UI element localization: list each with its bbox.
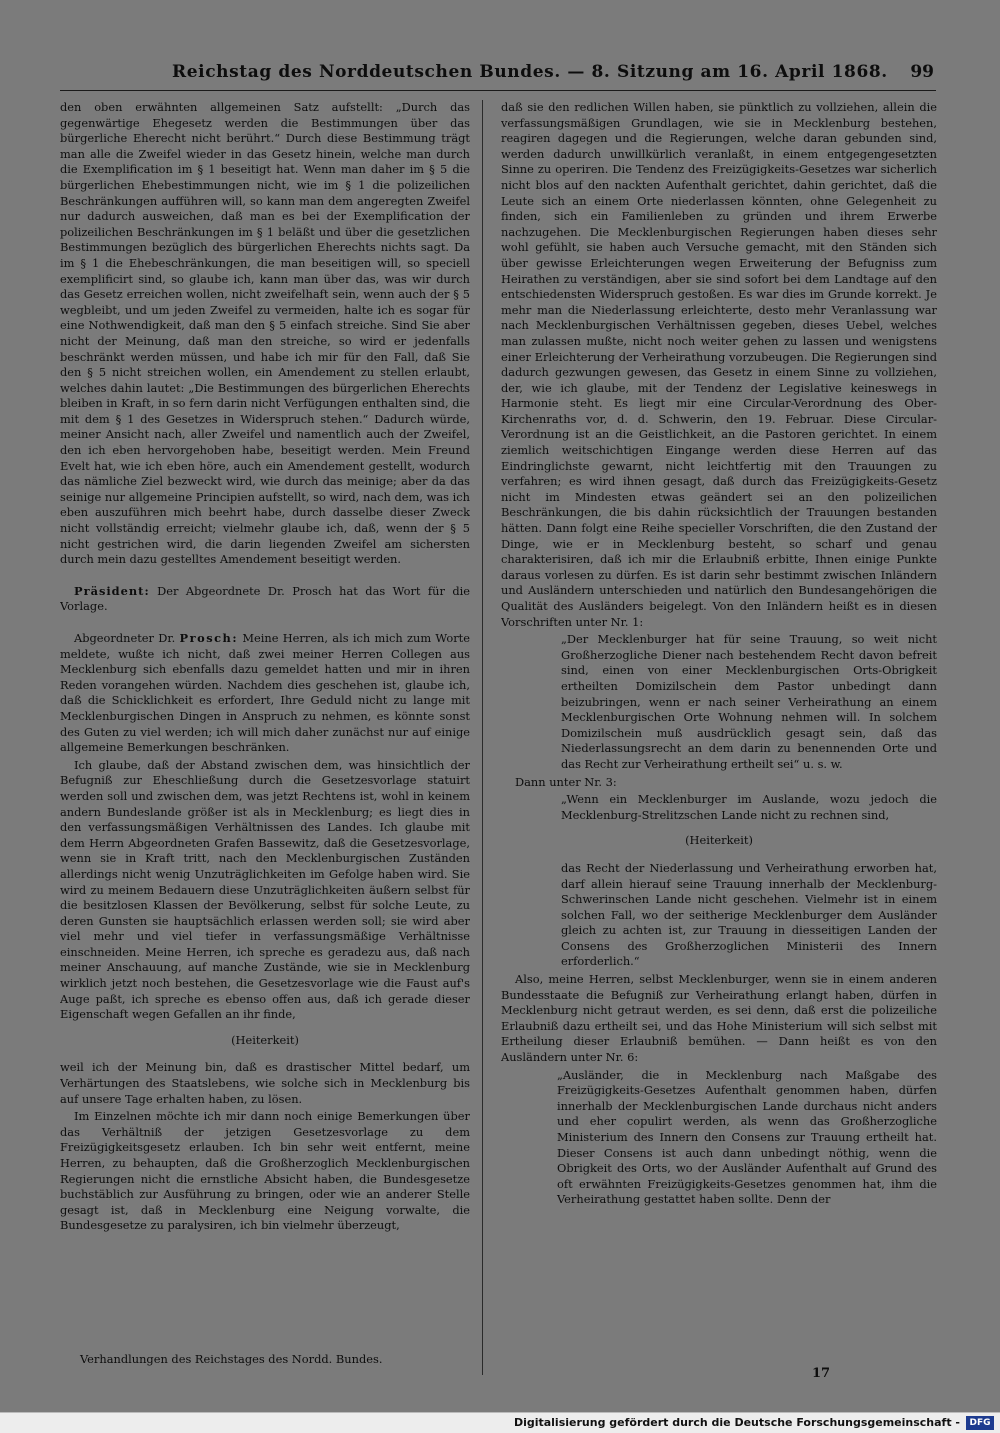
speech-paragraph — [60, 631, 470, 756]
president-statement — [60, 584, 470, 615]
president-text: Der Abgeordnete Dr. Prosch hat das Wort für die Vorlage. — [60, 583, 470, 614]
speech-paragraph: Ich glaube, daß der Abstand zwischen dem, was hinsichtlich der Befugniß zur Eheschließung durch die Gesetzesvorlage statuirt werden soll und zwischen dem, was jetzt Rechtens ist, wohl in keinem andern Bundeslande größer ist als in Mecklenburg; es liegt dies in den verfassungsmäßigen Verhältnissen des Landes. Ich glaube mit dem Herrn Abgeordneten Grafen Bassewitz, daß die Gesetzesvorlage, wenn sie in Kraft tritt, nach den Mecklenburgischen Zuständen allerdings nicht wenig Unzuträglichkeiten im Gefolge haben wird. Sie wird zu meinem Bedauern diese Unzuträglichkeiten äußern selbst für die besitzlosen Klassen der Bevölkerung, selbst für solche Leute, zu deren Gunsten sie hauptsächlich erlassen werden soll; sie wird aber viel mehr und viel tiefer in verfassungsmäßige Verhältnisse einschneiden. Meine Herren, ich spreche es geradezu aus, daß nach meiner Anschauung, auf manche Zustände, wie sie in Mecklenburg wirklich jetzt noch bestehen, die Gesetzesvorlage wie die Faust auf's Auge paßt, ich spreche es ebenso offen aus, daß ich gerade dieser Eigenschaft wegen Gefallen an ihr finde, — [60, 757, 470, 1022]
running-title: Reichstag des Norddeutschen Bundes. — 8. Sitzung am 16. April 1868. — [172, 62, 888, 82]
paragraph: Also, meine Herren, selbst Mecklenburger, wenn sie in einem anderen Bundesstaate die Befugniß zur Verheirathung erlangt haben, dürfen in Mecklenburg nicht getraut werden, es sei denn, daß erst die polizeiliche Erlaubniß dazu ertheilt sei, und das Hohe Ministerium will sich selbst mit Ertheilung dieser Erlaubniß bemühen. — Dann heißt es von den Ausländern unter Nr. 6: — [501, 972, 937, 1065]
quotation: das Recht der Niederlassung und Verheirathung erworben hat, darf allein hierauf seine Trauung innerhalb der Mecklenburg-Schwerinschen Lande nicht geschehen. Vielmehr ist in einem solchen Fall, wo der seitherige Mecklenburger dem Ausländer gleich zu achten ist, zur Trauung in diesseitigen Landen der Consens des Großherzoglichen Ministerii des Innern erforderlich.“ — [561, 860, 937, 969]
speech-paragraph: weil ich der Meinung bin, daß es drastischer Mittel bedarf, um Verhärtungen des Staatslebens, wie solche sich in Mecklenburg bis auf unsere Tage erhalten haben, zu lösen. — [60, 1060, 470, 1106]
signature-mark: 17 — [812, 1366, 831, 1381]
funding-note: Digitalisierung gefördert durch die Deutsche Forschungsgemeinschaft - — [513, 1416, 960, 1429]
paragraph: Dann unter Nr. 3: — [515, 774, 617, 789]
quotation: „Ausländer, die in Mecklenburg nach Maßgabe des Freizügigkeits-Gesetzes Aufenthalt genommen haben, dürfen innerhalb der Mecklenburgischen Lande durchaus nicht anders und eher copulirt werden, als wenn das Großherzogliche Ministerium des Innern den Consens zur Trauung ertheilt hat. Dieser Consens ist auch dann unbedingt nöthig, wenn die Obrigkeit des Orts, wo der Ausländer Aufenthalt auf Grund des oft erwähnten Freizügigkeits-Gesetzes genommen hat, ihm die Verheirathung gestattet haben sollte. Denn der — [557, 1067, 937, 1207]
paragraph: den oben erwähnten allgemeinen Satz aufstellt: „Durch das gegenwärtige Ehegesetz werden die Bestimmungen über das bürgerliche Eherecht nicht berührt.“ Durch diese Bestimmung trägt man alle die Zweifel wieder in das Gesetz hinein, welche man durch die Exemplification im § 1 beseitigt hat. Wenn man daher im § 5 die bürgerlichen Ehebestimmungen nicht, wie im § 1 die polizeilichen Beschränkungen aufführen will, so kann man dem angeregten Zweifel nur dadurch ausweichen, daß man es bei der Exemplification der polizeilichen Beschränkungen im § 1 beläßt und über die gesetzlichen Bestimmungen bezüglich des bürgerlichen Eherechts nichts sagt. Da im § 1 die Ehebeschränkungen, die man beseitigen will, so speciell exemplificirt sind, so glaube ich, kann man über das, was wir durch das Gesetz erreichen wollen, nicht zweifelhaft sein, wenn auch der § 5 wegbleibt, und um jeden Zweifel zu vermeiden, halte ich es sogar für eine Nothwendigkeit, daß man den § 5 einfach streiche. Sind Sie aber nicht der Meinung, daß man den streiche, so wird er jedenfalls beschränkt werden müssen, und habe ich mir für den Fall, daß Sie den § 5 nicht streichen wollen, ein Amendement zu stellen erlaubt, welches dahin lautet: „Die Bestimmungen des bürgerlichen Eherechts bleiben in Kraft, in so fern darin nicht Verfügungen enthalten sind, die mit dem § 1 des Gesetzes in Widerspruch stehen.“ Dadurch würde, meiner Ansicht nach, aller Zweifel und namentlich auch der Zweifel, den ich eben hervorgehoben habe, beseitigt werden. Mein Freund Evelt hat, wie ich eben höre, auch ein Amendement gestellt, wodurch das nämliche Ziel bezweckt wird, wie durch das meinige; aber da das seinige nur allgemeine Principien aufstellt, so wird, nach dem, was ich eben auszuführen mich beehrt habe, durch dasselbe dieser Zweck nicht vollständig erreicht; vielmehr glaube ich, daß, wenn der § 5 nicht gestrichen wird, die darin liegenden Zweifel am sichersten durch mein dazu gestelltes Amendement beseitigt werden. — [60, 100, 470, 567]
speaker-label: Präsident: — [74, 583, 150, 598]
paragraph: daß sie den redlichen Willen haben, sie pünktlich zu vollziehen, allein die verfassungsmäßigen Grundlagen, wie sie in Mecklenburg bestehen, reagiren dagegen und die Regierungen, welche daran gebunden sind, werden dadurch unwillkürlich veranlaßt, in einem entgegengesetzten Sinne zu operiren. Die Tendenz des Freizügigkeits-Gesetzes war sicherlich nicht blos auf den nackten Aufenthalt gerichtet, dahin gerichtet, daß die Leute sich an einem Orte niederlassen könnten, ohne Gelegenheit zu finden, sich ein Familienleben zu gründen und ihrem Erwerbe nachzugehen. Die Mecklenburgischen Regierungen haben dieses sehr wohl gefühlt, sie haben auch Versuche gemacht, mit den Ständen sich über gewisse Erleichterungen wegen Erweiterung der Befugniss zum Heirathen zu verständigen, aber sie sind sofort bei dem Landtage auf den entschiedensten Widerspruch gestoßen. Es war dies im Grunde korrekt. Je mehr man die Niederlassung erleichterte, desto mehr Veranlassung war nach Mecklenburgischen Verhältnissen gegeben, dieses Uebel, welches man zulassen mußte, nicht noch weiter gehen zu lassen und wenigstens einer Erleichterung der Verheirathung vorzubeugen. Die Regierungen sind dadurch gezwungen gewesen, das Gesetz in einem Sinne zu vollziehen, der, wie ich glaube, mit der Tendenz der Legislative keineswegs in Harmonie steht. Es liegt mir eine Circular-Verordnung des Ober-Kirchenraths vor, d. d. Schwerin, den 19. Februar. Diese Circular-Verordnung ist an die Geistlichkeit, an die Pastoren gerichtet. In einem ziemlich weitschichtigen Eingange werden diese Herren auf das Eindringlichste gewarnt, nicht leichtfertig mit den Trauungen zu verfahren; es wird ihnen gesagt, daß durch das Freizügigkeits-Gesetz nicht im Mindesten etwas geändert sei an den polizeilichen Beschränkungen, die bis dahin rücksichtlich der Trauungen bestanden hätten. Dann folgt eine Reihe specieller Vorschriften, die den Zustand der Dinge, wie er in Mecklenburg besteht, so scharf und genau charakterisiren, daß ich mir die Erlaubniß erbitte, Ihnen einige Punkte daraus vorlesen zu dürfen. Es ist darin sehr bestimmt zwischen Inländern und Ausländern unterschieden und natürlich den Bundesangehörigen die Qualität des Ausländers beigelegt. Von den Inländern heißt es in diesen Vorschriften unter Nr. 1: — [501, 100, 937, 629]
quotation: „Der Mecklenburger hat für seine Trauung, so weit nicht Großherzogliche Diener nach bestehendem Recht davon befreit sind, einen von einer Mecklenburgischen Orts-Obrigkeit ertheilten Domizilschein dem Pastor unbedingt dann beizubringen, wenn er nach seiner Verheirathung an einem Mecklenburgischen Orte Wohnung nehmen will. In solchem Domizilschein muß ausdrücklich gesagt sein, daß das Niederlassungsrecht an dem darin zu benennenden Orte und das Recht zur Verheirathung ertheilt sei“ u. s. w. — [561, 632, 937, 771]
column-divider — [482, 100, 483, 1375]
speaker-intro: Abgeordneter Dr. — [74, 631, 176, 645]
speech-text: Meine Herren, als ich mich zum Worte meldete, wußte ich nicht, daß zwei meiner Herren Collegen aus Mecklenburg sich ebenfalls dazu gemeldet hatten und mir in ihren Reden vorangehen würden. Nachdem dies geschehen ist, glaube ich, daß die Schicklichkeit es erfordert, Ihre Geduld nicht zu lange mit Mecklenburgischen Dingen in Anspruch zu nehmen, es könnte sonst des Guten zu viel werden; ich will mich daher zunächst nur auf einige allgemeine Bemerkungen beschränken. — [60, 631, 470, 755]
heiterkeit-note: (Heiterkeit) — [231, 1032, 299, 1047]
footer-publication: Verhandlungen des Reichstages des Nordd. Bundes. — [80, 1352, 383, 1366]
left-column — [60, 100, 470, 1380]
quotation: „Wenn ein Mecklenburger im Auslande, wozu jedoch die Mecklenburg-Strelitzschen Lande nicht zu rechnen sind, — [561, 792, 937, 822]
footer-bar — [0, 1412, 1000, 1433]
heiterkeit-note: (Heiterkeit) — [685, 833, 753, 848]
dfg-logo[interactable]: DFG — [966, 1416, 994, 1430]
speaker-name: Prosch: — [179, 631, 239, 645]
right-column — [501, 100, 937, 1380]
speech-paragraph: Im Einzelnen möchte ich mir dann noch einige Bemerkungen über das Verhältniß der jetzigen Gesetzesvorlage zu dem Freizügigkeitsgesetz erlauben. Ich bin sehr weit entfernt, meine Herren, zu behaupten, daß die Großherzoglich Mecklenburgischen Regierungen nicht die ernstliche Absicht haben, die Bundesgesetze buchstäblich zur Ausführung zu bringen, oder wie an anderer Stelle gesagt ist, daß in Mecklenburg eine Neigung vorwalte, die Bundesgesetze zu paralysiren, ich bin vielmehr überzeugt, — [60, 1109, 470, 1233]
page-number: 99 — [910, 62, 934, 82]
page-header — [60, 56, 936, 91]
